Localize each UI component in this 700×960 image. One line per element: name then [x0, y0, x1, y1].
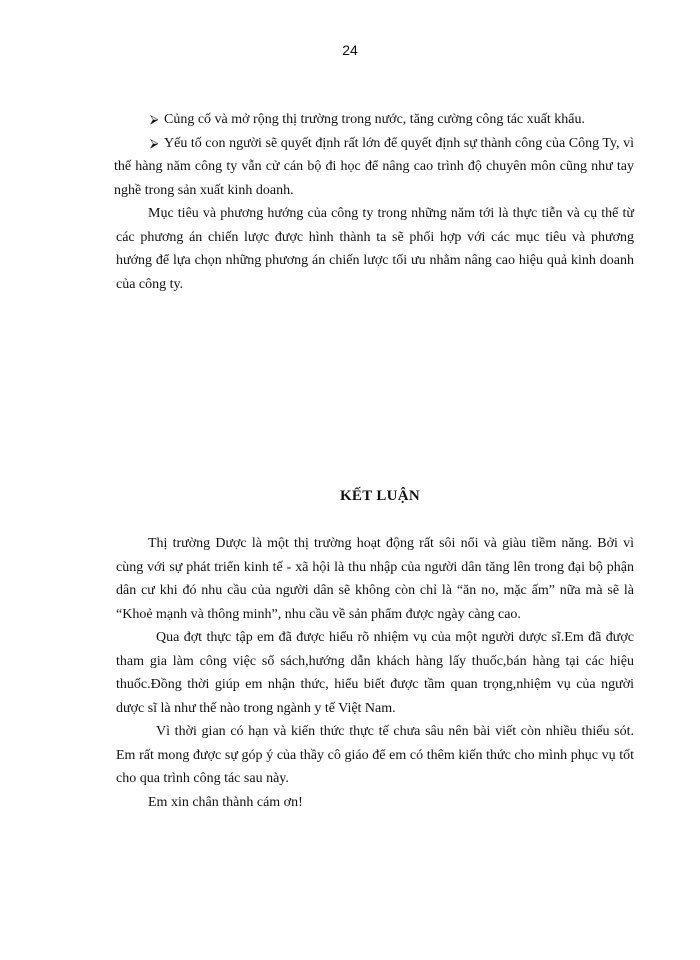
section-goals — [116, 108, 634, 296]
summary-paragraph: Mục tiêu và phương hướng của công ty trong những năm tới là thực tiễn và cụ thể từ các phương án chiến lược được hình thành ta sẽ phối hợp với các mục tiêu và phương hướng để lựa chọn những phương án chiến lược tối ưu nhằm nâng cao hiệu quả kinh doanh của công ty. — [116, 206, 634, 292]
conclusion-paragraph: Qua đợt thực tập em đã được hiểu rõ nhiệm vụ của một người dược sĩ.Em đã được tham gia làm công việc sổ sách,hướng dẫn khách hàng lấy thuốc,bán hàng tại các hiệu thuốc.Đồng thời giúp em nhận thức, hiểu biết được tầm quan trọng,nhiệm vụ của người dược sĩ là như thế nào trong ngành y tế Việt Nam. — [116, 630, 634, 716]
conclusion-paragraph: Vì thời gian có hạn và kiến thức thực tế chưa sâu nên bài viết còn nhiều thiếu sót. Em rất mong được sự góp ý của thầy cô giáo để em có thêm kiến thức cho mình phục vụ tốt cho qua trình công tác sau này. — [116, 724, 634, 786]
conclusion-heading: KẾT LUẬN — [339, 488, 421, 504]
section-conclusion — [116, 532, 634, 814]
bullet-item — [114, 132, 634, 203]
arrow-bullet-icon: ⮚ — [150, 112, 159, 126]
conclusion-paragraph: Thị trường Dược là một thị trường hoạt động rất sôi nổi và giàu tiềm năng. Bởi vì cùng với sự phát triển kinh tế - xã hội là thu nhập của người dân tăng lên trong đại bộ phận dân cư khi đó nhu cầu của người dân sẽ không còn chỉ là “ăn no, mặc ấm” nữa mà sẽ là “Khoẻ mạnh và thông minh”, nhu cầu về sản phẩm được ngày càng cao. — [116, 536, 634, 622]
bullet-item — [114, 108, 634, 132]
closing-line: Em xin chân thành cám ơn! — [148, 794, 303, 810]
bullet-text: Yếu tố con người sẽ quyết định rất lớn để quyết định sự thành công của Công Ty, vì thế hàng năm công ty vẫn cử cán bộ đi học để nâng cao trình độ chuyên môn cũng như tay nghề trong sản xuất kinh doanh. — [114, 135, 634, 198]
page-number: 24 — [342, 42, 358, 58]
bullet-text: Củng cố và mở rộng thị trường trong nước, tăng cường công tác xuất khẩu. — [164, 112, 585, 127]
arrow-bullet-icon: ⮚ — [150, 135, 159, 150]
